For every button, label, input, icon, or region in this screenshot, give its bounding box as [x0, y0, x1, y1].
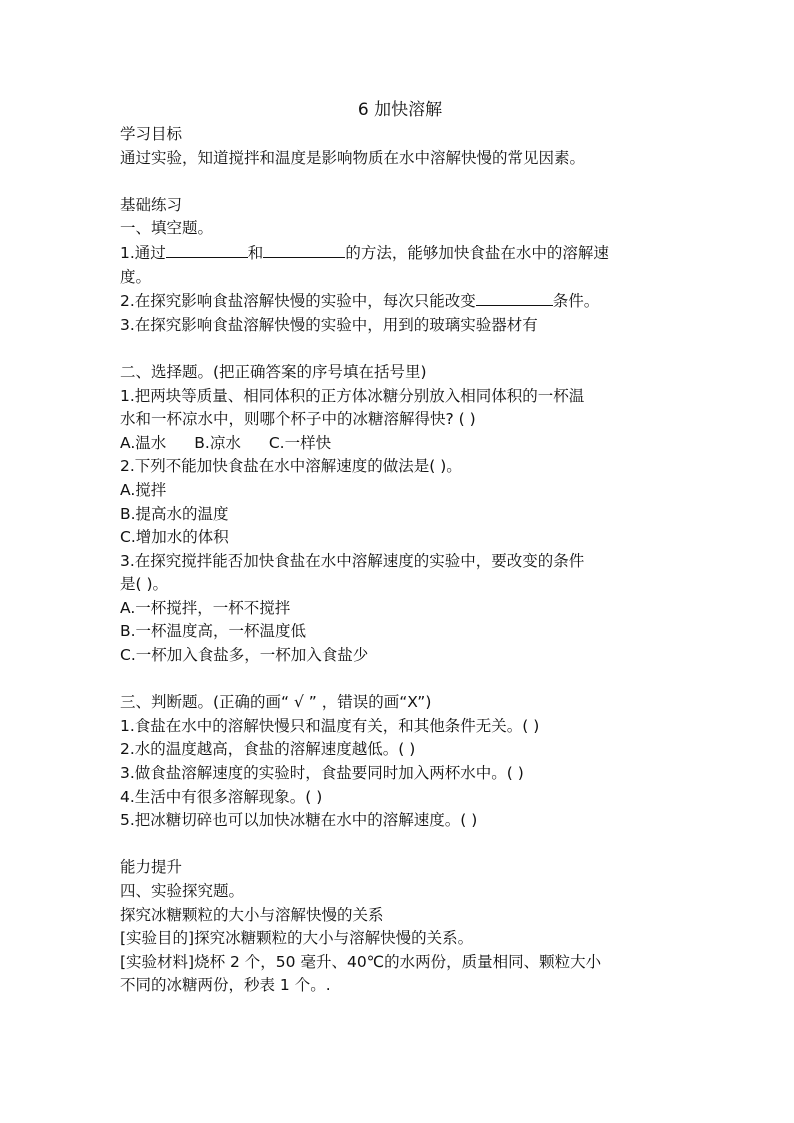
judge-item-5: 5.把冰糖切碎也可以加快冰糖在水中的溶解速度。( )	[120, 811, 478, 830]
fill-q1-text-b: 和	[247, 243, 264, 262]
choice-question-2-option-b: B.提高水的温度	[120, 504, 229, 523]
choice-question-2: 2.下列不能加快食盐在水中溶解速度的做法是( )。	[120, 457, 462, 476]
fill-question-3: 3.在探究影响食盐溶解快慢的实验中，用到的玻璃实验器材有	[120, 315, 538, 334]
judge-heading: 三、判断题。(正确的画“ √ ” ，错误的画“X”)	[120, 693, 432, 712]
answer-blank[interactable]	[476, 289, 553, 306]
worksheet-page	[120, 98, 680, 998]
advanced-heading: 能力提升	[120, 858, 183, 877]
judge-item-2: 2.水的温度越高，食盐的溶解速度越低。( )	[120, 740, 416, 759]
fill-question-2	[120, 289, 680, 314]
experiment-materials-line1: [实验材料]烧杯 2 个，50 毫升、40℃的水两份，质量相同、颗粒大小	[120, 952, 602, 971]
judge-item-4: 4.生活中有很多溶解现象。( )	[120, 787, 323, 806]
choice-heading: 二、选择题。(把正确答案的序号填在括号里)	[120, 362, 427, 381]
experiment-purpose: [实验目的]探究冰糖颗粒的大小与溶解快慢的关系。	[120, 929, 474, 948]
fill-question-1-cont: 度。	[120, 267, 152, 286]
choice-question-2-option-c: C.增加水的体积	[120, 528, 229, 547]
choice-question-3-option-c: C.一杯加入食盐多，一杯加入食盐少	[120, 646, 369, 665]
spacer	[120, 337, 680, 361]
fill-q2-text-b: 条件。	[552, 292, 600, 311]
choice-question-1-options	[120, 432, 680, 456]
spacer	[120, 833, 680, 857]
objective-heading: 学习目标	[120, 125, 183, 143]
choice-question-1-line1: 1.把两块等质量、相同体积的正方体冰糖分别放入相同体积的一杯温	[120, 386, 585, 405]
basic-practice-heading: 基础练习	[120, 195, 183, 214]
answer-blank[interactable]	[263, 241, 345, 258]
choice-question-2-option-a: A.搅拌	[120, 480, 167, 499]
objective-text: 通过实验，知道搅拌和温度是影响物质在水中溶解快慢的常见因素。	[120, 148, 586, 167]
judge-item-3: 3.做食盐溶解速度的实验时，食盐要同时加入两杯水中。( )	[120, 764, 524, 783]
option-b: B.凉水	[194, 433, 241, 452]
spacer	[120, 170, 680, 194]
choice-question-1-line2: 水和一杯凉水中，则哪个杯子中的冰糖溶解得快? ( )	[120, 410, 476, 429]
fill-q1-text-c: 的方法，能够加快食盐在水中的溶解速	[345, 243, 609, 262]
option-a: A.温水	[120, 433, 167, 452]
choice-question-3-option-a: A.一杯搅拌，一杯不搅拌	[120, 598, 291, 617]
option-c: C.一样快	[268, 433, 332, 452]
fill-blank-heading: 一、填空题。	[120, 219, 214, 238]
page-title: 6 加快溶解	[357, 100, 443, 120]
experiment-topic: 探究冰糖颗粒的大小与溶解快慢的关系	[120, 905, 384, 924]
fill-q1-text-a: 1.通过	[120, 243, 166, 262]
experiment-heading: 四、实验探究题。	[120, 882, 245, 900]
choice-question-3-line2: 是( )。	[120, 575, 169, 594]
judge-item-1: 1.食盐在水中的溶解快慢只和温度有关，和其他条件无关。( )	[120, 716, 540, 735]
choice-question-3-option-b: B.一杯温度高，一杯温度低	[120, 622, 307, 641]
fill-question-1	[120, 241, 680, 266]
fill-q2-text-a: 2.在探究影响食盐溶解快慢的实验中，每次只能改变	[120, 292, 476, 311]
choice-question-3-line1: 3.在探究搅拌能否加快食盐在水中溶解速度的实验中，要改变的条件	[120, 551, 585, 570]
experiment-materials-line2: 不同的冰糖两份，秒表 1 个。.	[120, 976, 331, 995]
answer-blank[interactable]	[166, 241, 248, 258]
spacer	[120, 668, 680, 692]
